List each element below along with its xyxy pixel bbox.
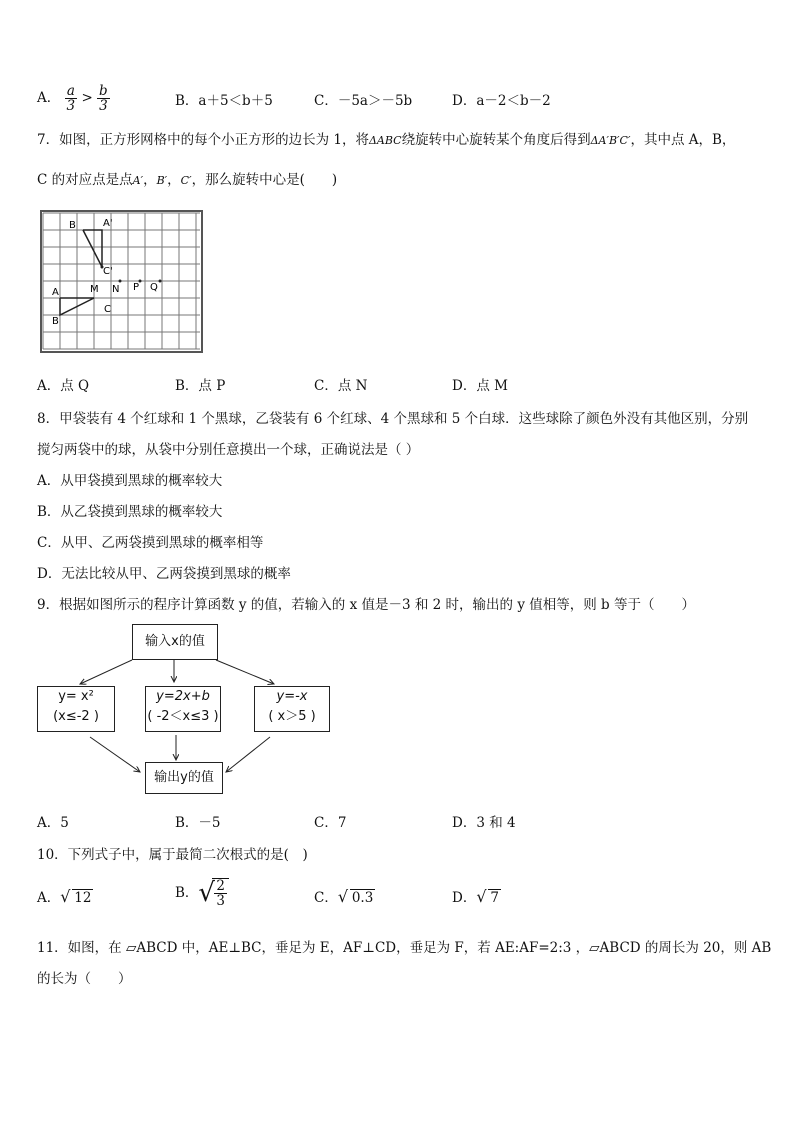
- q10-stem: 10．下列式子中，属于最简二次根式的是( ): [37, 847, 308, 863]
- q7-grid-figure: [38, 208, 208, 356]
- q8-stem-line2: 搅匀两袋中的球，从袋中分别任意摸出一个球，正确说法是（ ）: [37, 442, 420, 458]
- q10-option-c: C． √ 0.3: [314, 887, 374, 906]
- q9-stem: 9．根据如图所示的程序计算函数 y 的值，若输入的 x 值是－3 和 2 时，输出的 y 值相等，则 b 等于（ ）: [37, 597, 695, 613]
- label-c: C: [104, 304, 111, 315]
- q9-option-b: B．－5: [175, 815, 221, 831]
- q6-option-a: A． $\frac{a}{3}$ > $\frac{b}{3}$: [37, 83, 108, 114]
- q7-option-b: B．点 P: [175, 378, 226, 394]
- q8-option-a: A．从甲袋摸到黑球的概率较大: [37, 473, 223, 489]
- flow-output-box: 输出y的值: [145, 762, 223, 794]
- q8-option-b: B．从乙袋摸到黑球的概率较大: [37, 504, 223, 520]
- q6-option-d: D．a－2＜b－2: [452, 93, 551, 109]
- label-p: P: [133, 282, 140, 293]
- label-b: B: [52, 316, 59, 327]
- label-a: A: [52, 287, 59, 298]
- q6-option-b: B．a＋5＜b＋5: [175, 93, 273, 109]
- label-m: M: [90, 284, 99, 295]
- q9-option-c: C．7: [314, 815, 347, 831]
- flow-box-3: y=-x ( x＞5 ): [254, 686, 330, 732]
- q10-option-b: B． √ $\frac{2}{3}$: [175, 878, 229, 908]
- label-c-prime: C': [103, 266, 113, 277]
- label-n: N: [112, 284, 120, 295]
- q7-stem-line1: 7．如图，正方形网格中的每个小正方形的边长为 1，将ΔABC绕旋转中心旋转某个角度后得到ΔA′B′C′，其中点 A，B，: [37, 132, 736, 148]
- q7-option-a: A．点 Q: [37, 378, 90, 394]
- flow-input-box: 输入x的值: [132, 624, 218, 660]
- q7-stem-line2: C 的对应点是点A′，B′，C′，那么旋转中心是( ): [37, 172, 338, 188]
- q7-option-c: C．点 N: [314, 378, 368, 394]
- q11-stem-line1: 11．如图，在 ▱ABCD 中，AE⊥BC，垂足为 E，AF⊥CD，垂足为 F，若 AE:AF=2:3 ，▱ABCD 的周长为 20，则 AB: [37, 940, 772, 956]
- q10-option-a: A． √ 12: [37, 887, 92, 906]
- q10-option-d: D． √ 7: [452, 887, 499, 906]
- q6-option-c: C．－5a＞－5b: [314, 93, 413, 109]
- q11-stem-line2: 的长为（ ）: [37, 971, 132, 987]
- q9-option-d: D．3 和 4: [452, 815, 516, 831]
- q9-option-a: A．5: [37, 815, 69, 831]
- q8-option-c: C．从甲、乙两袋摸到黑球的概率相等: [37, 535, 264, 551]
- label-q: Q: [150, 282, 158, 293]
- q8-stem-line1: 8．甲袋装有 4 个红球和 1 个黑球，乙袋装有 6 个红球、4 个黑球和 5 个白球．这些球除了颜色外没有其他区别，分别: [37, 411, 749, 427]
- q8-option-d: D．无法比较从甲、乙两袋摸到黑球的概率: [37, 566, 291, 582]
- flow-box-2: y=2x+b ( -2＜x≤3 ): [145, 686, 221, 732]
- flow-box-1: y= x² (x≤-2 ): [37, 686, 115, 732]
- q7-option-d: D．点 M: [452, 378, 508, 394]
- label-b-prime: B: [69, 220, 76, 231]
- triangle-a-prime-b-prime-c-prime: [83, 230, 102, 267]
- label-a-prime: A': [103, 218, 113, 229]
